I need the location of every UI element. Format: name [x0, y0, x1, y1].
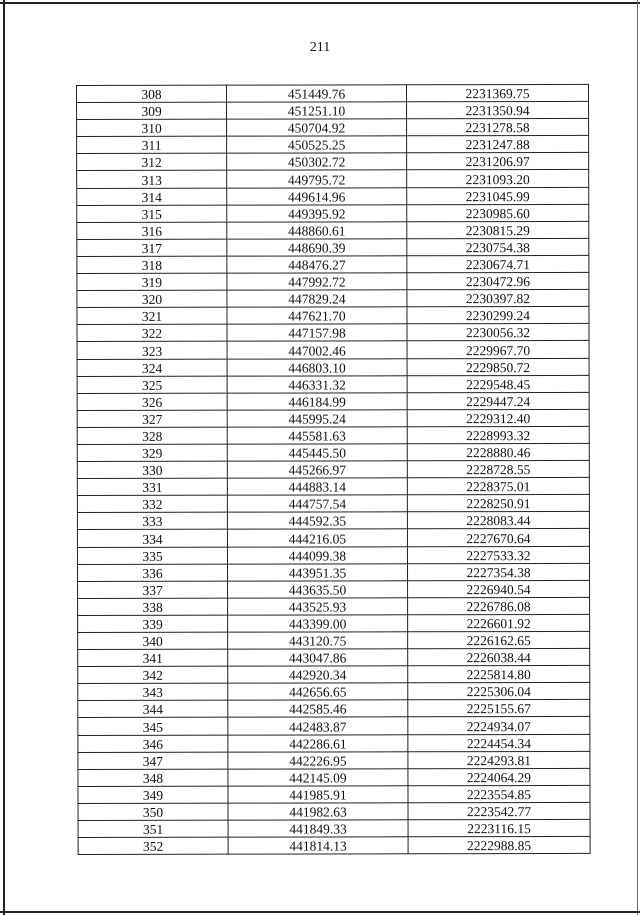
x-coordinate-cell: 447621.70 — [227, 307, 407, 324]
scan-right-edge — [637, 0, 638, 915]
table-row — [77, 460, 589, 478]
y-coordinate-cell: 2224064.29 — [408, 768, 590, 785]
x-coordinate-cell: 446184.99 — [227, 392, 407, 409]
point-number-cell: 349 — [78, 786, 228, 803]
table-row — [77, 529, 589, 547]
y-coordinate-cell: 2228250.91 — [407, 495, 589, 512]
x-coordinate-cell: 442226.95 — [228, 751, 408, 768]
y-coordinate-cell: 2230472.96 — [407, 272, 589, 289]
point-number-cell: 329 — [77, 444, 227, 461]
y-coordinate-cell: 2228880.46 — [407, 443, 589, 460]
x-coordinate-cell: 441982.63 — [228, 803, 408, 820]
table-row — [77, 102, 589, 120]
x-coordinate-cell: 441814.13 — [228, 837, 408, 854]
table-row — [77, 512, 589, 530]
x-coordinate-cell: 449395.92 — [227, 204, 407, 221]
y-coordinate-cell: 2226786.08 — [408, 597, 590, 614]
table-row — [77, 238, 589, 256]
table-row — [77, 204, 589, 222]
point-number-cell: 324 — [77, 359, 227, 376]
y-coordinate-cell: 2223542.77 — [408, 802, 590, 819]
table-row — [77, 443, 589, 461]
point-number-cell: 323 — [77, 342, 227, 359]
y-coordinate-cell: 2230674.71 — [407, 255, 589, 272]
x-coordinate-cell: 442656.65 — [228, 683, 408, 700]
y-coordinate-cell: 2226162.65 — [408, 631, 590, 648]
x-coordinate-cell: 447992.72 — [227, 273, 407, 290]
table-row — [78, 751, 590, 769]
table-row — [77, 409, 589, 427]
point-number-cell: 340 — [78, 632, 228, 649]
point-number-cell: 315 — [77, 205, 227, 222]
table-row — [77, 119, 589, 137]
point-number-cell: 328 — [77, 427, 227, 444]
table-row — [77, 324, 589, 342]
x-coordinate-cell: 449614.96 — [227, 187, 407, 204]
x-coordinate-cell: 451449.76 — [227, 85, 407, 102]
point-number-cell: 350 — [78, 803, 228, 820]
table-row — [77, 255, 589, 273]
x-coordinate-cell: 450704.92 — [227, 119, 407, 136]
point-number-cell: 314 — [77, 188, 227, 205]
x-coordinate-cell: 442286.61 — [228, 734, 408, 751]
point-number-cell: 317 — [77, 239, 227, 256]
table-row — [78, 837, 590, 855]
x-coordinate-cell: 443120.75 — [228, 632, 408, 649]
table-row — [77, 84, 589, 102]
x-coordinate-cell: 446331.32 — [227, 375, 407, 392]
point-number-cell: 347 — [78, 752, 228, 769]
y-coordinate-cell: 2229967.70 — [407, 341, 589, 358]
page-number: 211 — [309, 40, 331, 55]
x-coordinate-cell: 442920.34 — [228, 666, 408, 683]
y-coordinate-cell: 2230299.24 — [407, 307, 589, 324]
point-number-cell: 325 — [77, 376, 227, 393]
y-coordinate-cell: 2229312.40 — [407, 409, 589, 426]
point-number-cell: 335 — [77, 547, 227, 564]
table-row — [77, 426, 589, 444]
y-coordinate-cell: 2229548.45 — [407, 375, 589, 392]
point-number-cell: 342 — [78, 666, 228, 683]
table-row — [77, 358, 589, 376]
x-coordinate-cell: 448690.39 — [227, 239, 407, 256]
table-body — [77, 84, 591, 854]
y-coordinate-cell: 2223554.85 — [408, 785, 590, 802]
y-coordinate-cell: 2225306.04 — [408, 683, 590, 700]
y-coordinate-cell: 2227533.32 — [407, 546, 589, 563]
point-number-cell: 339 — [78, 615, 228, 632]
table-row — [77, 495, 589, 513]
table-row — [77, 136, 589, 154]
table-row — [78, 700, 590, 718]
y-coordinate-cell: 2230397.82 — [407, 290, 589, 307]
table-row — [78, 580, 590, 598]
point-number-cell: 321 — [77, 307, 227, 324]
point-number-cell: 333 — [77, 513, 227, 530]
x-coordinate-cell: 444592.35 — [227, 512, 407, 529]
table-row — [77, 187, 589, 205]
table-row — [77, 290, 589, 308]
table-row — [77, 392, 589, 410]
table-row — [77, 272, 589, 290]
y-coordinate-cell: 2231278.58 — [407, 119, 589, 136]
table-row — [78, 785, 590, 803]
table-row — [78, 717, 590, 735]
x-coordinate-cell: 445266.97 — [227, 461, 407, 478]
x-coordinate-cell: 445445.50 — [227, 444, 407, 461]
table-row — [78, 597, 590, 615]
table-row — [78, 768, 590, 786]
y-coordinate-cell: 2231350.94 — [407, 102, 589, 119]
x-coordinate-cell: 445995.24 — [227, 410, 407, 427]
x-coordinate-cell: 442585.46 — [228, 700, 408, 717]
y-coordinate-cell: 2229850.72 — [407, 358, 589, 375]
x-coordinate-cell: 446803.10 — [227, 358, 407, 375]
point-number-cell: 352 — [78, 837, 228, 854]
scan-top-edge — [0, 2, 640, 4]
y-coordinate-cell: 2224934.07 — [408, 717, 590, 734]
y-coordinate-cell: 2231045.99 — [407, 187, 589, 204]
point-number-cell: 322 — [77, 324, 227, 341]
y-coordinate-cell: 2231247.88 — [407, 136, 589, 153]
x-coordinate-cell: 442483.87 — [228, 717, 408, 734]
x-coordinate-cell: 445581.63 — [227, 427, 407, 444]
table-row — [77, 546, 589, 564]
x-coordinate-cell: 447829.24 — [227, 290, 407, 307]
y-coordinate-cell: 2228375.01 — [407, 478, 589, 495]
table-row — [78, 734, 590, 752]
point-number-cell: 348 — [78, 769, 228, 786]
x-coordinate-cell: 441849.33 — [228, 820, 408, 837]
table-row — [78, 666, 590, 684]
y-coordinate-cell: 2226601.92 — [408, 614, 590, 631]
coordinates-table-wrapper — [76, 84, 590, 855]
table-row — [77, 478, 589, 496]
table-row — [78, 819, 590, 837]
x-coordinate-cell: 450302.72 — [227, 153, 407, 170]
y-coordinate-cell: 2227354.38 — [408, 563, 590, 580]
x-coordinate-cell: 448476.27 — [227, 256, 407, 273]
x-coordinate-cell: 443635.50 — [228, 581, 408, 598]
x-coordinate-cell: 444883.14 — [227, 478, 407, 495]
x-coordinate-cell: 449795.72 — [227, 170, 407, 187]
point-number-cell: 331 — [77, 478, 227, 495]
x-coordinate-cell: 444099.38 — [227, 546, 407, 563]
y-coordinate-cell: 2222988.85 — [408, 837, 590, 854]
table-row — [78, 631, 590, 649]
y-coordinate-cell: 2228728.55 — [407, 460, 589, 477]
point-number-cell: 319 — [77, 273, 227, 290]
x-coordinate-cell: 443047.86 — [228, 649, 408, 666]
y-coordinate-cell: 2231369.75 — [407, 84, 589, 101]
table-row — [78, 649, 590, 667]
point-number-cell: 336 — [78, 564, 228, 581]
x-coordinate-cell: 444757.54 — [227, 495, 407, 512]
table-row — [78, 802, 590, 820]
x-coordinate-cell: 443525.93 — [228, 598, 408, 615]
y-coordinate-cell: 2230754.38 — [407, 238, 589, 255]
point-number-cell: 334 — [77, 530, 227, 547]
x-coordinate-cell: 443951.35 — [228, 563, 408, 580]
y-coordinate-cell: 2230985.60 — [407, 204, 589, 221]
table-row — [77, 341, 589, 359]
point-number-cell: 312 — [77, 154, 227, 171]
y-coordinate-cell: 2231093.20 — [407, 170, 589, 187]
point-number-cell: 313 — [77, 171, 227, 188]
y-coordinate-cell: 2231206.97 — [407, 153, 589, 170]
table-row — [78, 683, 590, 701]
x-coordinate-cell: 443399.00 — [228, 615, 408, 632]
coordinates-table — [76, 84, 591, 855]
point-number-cell: 316 — [77, 222, 227, 239]
point-number-cell: 326 — [77, 393, 227, 410]
table-row — [77, 153, 589, 171]
point-number-cell: 341 — [78, 649, 228, 666]
y-coordinate-cell: 2230815.29 — [407, 221, 589, 238]
y-coordinate-cell: 2223116.15 — [408, 819, 590, 836]
y-coordinate-cell: 2225155.67 — [408, 700, 590, 717]
y-coordinate-cell: 2224293.81 — [408, 751, 590, 768]
y-coordinate-cell: 2227670.64 — [407, 529, 589, 546]
y-coordinate-cell: 2226940.54 — [408, 580, 590, 597]
x-coordinate-cell: 448860.61 — [227, 222, 407, 239]
x-coordinate-cell: 447002.46 — [227, 341, 407, 358]
y-coordinate-cell: 2225814.80 — [408, 666, 590, 683]
y-coordinate-cell: 2230056.32 — [407, 324, 589, 341]
point-number-cell: 338 — [78, 598, 228, 615]
table-row — [77, 375, 589, 393]
x-coordinate-cell: 442145.09 — [228, 769, 408, 786]
point-number-cell: 332 — [77, 495, 227, 512]
y-coordinate-cell: 2224454.34 — [408, 734, 590, 751]
y-coordinate-cell: 2228993.32 — [407, 426, 589, 443]
x-coordinate-cell: 441985.91 — [228, 786, 408, 803]
point-number-cell: 318 — [77, 256, 227, 273]
x-coordinate-cell: 444216.05 — [227, 529, 407, 546]
y-coordinate-cell: 2229447.24 — [407, 392, 589, 409]
point-number-cell: 330 — [77, 461, 227, 478]
x-coordinate-cell: 451251.10 — [227, 102, 407, 119]
point-number-cell: 320 — [77, 290, 227, 307]
table-row — [78, 614, 590, 632]
point-number-cell: 343 — [78, 683, 228, 700]
y-coordinate-cell: 2228083.44 — [407, 512, 589, 529]
point-number-cell: 310 — [77, 119, 227, 136]
point-number-cell: 351 — [78, 820, 228, 837]
x-coordinate-cell: 450525.25 — [227, 136, 407, 153]
point-number-cell: 337 — [78, 581, 228, 598]
point-number-cell: 345 — [78, 718, 228, 735]
point-number-cell: 344 — [78, 701, 228, 718]
point-number-cell: 308 — [77, 85, 227, 102]
x-coordinate-cell: 447157.98 — [227, 324, 407, 341]
table-row — [77, 307, 589, 325]
table-row — [78, 563, 590, 581]
point-number-cell: 311 — [77, 136, 227, 153]
y-coordinate-cell: 2226038.44 — [408, 649, 590, 666]
table-row — [77, 221, 589, 239]
table-row — [77, 170, 589, 188]
scan-bottom-edge — [0, 911, 640, 913]
point-number-cell: 327 — [77, 410, 227, 427]
point-number-cell: 346 — [78, 735, 228, 752]
point-number-cell: 309 — [77, 102, 227, 119]
scan-left-edge — [3, 0, 5, 915]
